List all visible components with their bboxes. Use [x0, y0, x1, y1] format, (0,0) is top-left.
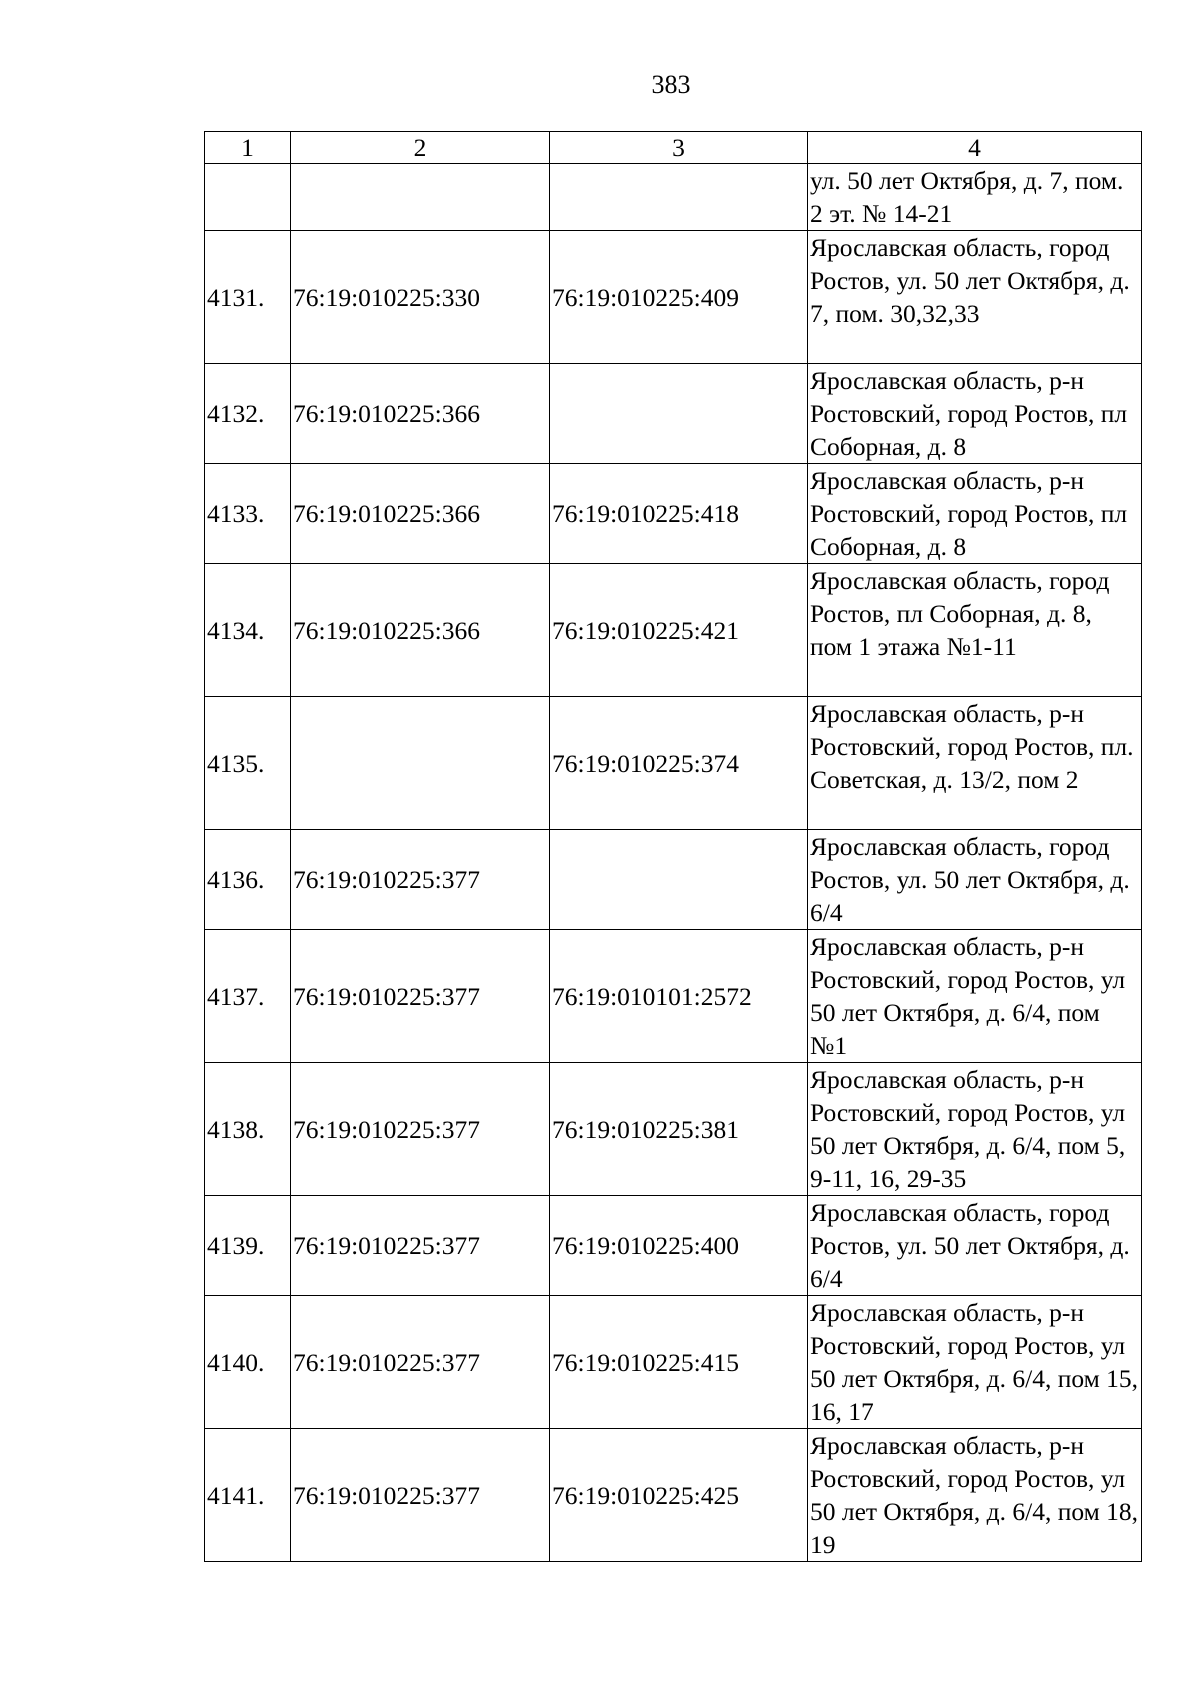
parent-cadastral-number: 76:19:010225:377	[291, 1063, 550, 1196]
column-header-2: 2	[291, 132, 550, 164]
parent-cadastral-number: 76:19:010225:330	[291, 231, 550, 364]
row-number: 4131.	[205, 231, 291, 364]
parent-cadastral-number: 76:19:010225:377	[291, 930, 550, 1063]
row-number: 4138.	[205, 1063, 291, 1196]
parent-cadastral-number: 76:19:010225:377	[291, 830, 550, 930]
parent-cadastral-number	[291, 164, 550, 231]
row-number: 4137.	[205, 930, 291, 1063]
row-number	[205, 164, 291, 231]
address: ул. 50 лет Октября, д. 7, пом. 2 эт. № 14-21	[808, 164, 1142, 231]
parent-cadastral-number: 76:19:010225:366	[291, 564, 550, 697]
object-cadastral-number	[550, 164, 808, 231]
table-row	[205, 830, 1142, 930]
object-cadastral-number: 76:19:010225:415	[550, 1296, 808, 1429]
address: Ярославская область, р-н Ростовский, город Ростов, ул 50 лет Октября, д. 6/4, пом 15, 16, 17	[808, 1296, 1142, 1429]
object-cadastral-number: 76:19:010225:400	[550, 1196, 808, 1296]
row-number: 4136.	[205, 830, 291, 930]
page-number: 383	[651, 70, 691, 99]
object-cadastral-number: 76:19:010225:425	[550, 1429, 808, 1562]
address: Ярославская область, р-н Ростовский, город Ростов, ул 50 лет Октября, д. 6/4, пом №1	[808, 930, 1142, 1063]
column-header-4: 4	[808, 132, 1142, 164]
address: Ярославская область, р-н Ростовский, город Ростов, пл Соборная, д. 8	[808, 364, 1142, 464]
row-number: 4133.	[205, 464, 291, 564]
table-row	[205, 231, 1142, 364]
row-number: 4140.	[205, 1296, 291, 1429]
address: Ярославская область, город Ростов, ул. 50 лет Октября, д. 6/4	[808, 1196, 1142, 1296]
object-cadastral-number	[550, 364, 808, 464]
parent-cadastral-number: 76:19:010225:377	[291, 1196, 550, 1296]
object-cadastral-number: 76:19:010225:418	[550, 464, 808, 564]
object-cadastral-number	[550, 830, 808, 930]
table-row	[205, 564, 1142, 697]
object-cadastral-number: 76:19:010225:381	[550, 1063, 808, 1196]
table-row	[205, 1196, 1142, 1296]
row-number: 4134.	[205, 564, 291, 697]
parent-cadastral-number	[291, 697, 550, 830]
address: Ярославская область, р-н Ростовский, город Ростов, пл. Советская, д. 13/2, пом 2	[808, 697, 1142, 830]
table-row	[205, 1296, 1142, 1429]
column-header-3: 3	[550, 132, 808, 164]
table-row	[205, 1429, 1142, 1562]
parent-cadastral-number: 76:19:010225:377	[291, 1429, 550, 1562]
parent-cadastral-number: 76:19:010225:377	[291, 1296, 550, 1429]
row-number: 4132.	[205, 364, 291, 464]
column-header-1: 1	[205, 132, 291, 164]
table-row	[205, 464, 1142, 564]
parent-cadastral-number: 76:19:010225:366	[291, 464, 550, 564]
object-cadastral-number: 76:19:010225:374	[550, 697, 808, 830]
table-row	[205, 697, 1142, 830]
table-row	[205, 1063, 1142, 1196]
table-row	[205, 164, 1142, 231]
address: Ярославская область, р-н Ростовский, город Ростов, пл Соборная, д. 8	[808, 464, 1142, 564]
row-number: 4135.	[205, 697, 291, 830]
table-row	[205, 930, 1142, 1063]
object-cadastral-number: 76:19:010225:421	[550, 564, 808, 697]
table-header-row	[205, 132, 1142, 164]
parent-cadastral-number: 76:19:010225:366	[291, 364, 550, 464]
table-row	[205, 364, 1142, 464]
address: Ярославская область, город Ростов, ул. 50 лет Октября, д. 6/4	[808, 830, 1142, 930]
row-number: 4139.	[205, 1196, 291, 1296]
registry-table	[204, 131, 1142, 1562]
row-number: 4141.	[205, 1429, 291, 1562]
address: Ярославская область, город Ростов, пл Соборная, д. 8, пом 1 этажа №1-11	[808, 564, 1142, 697]
object-cadastral-number: 76:19:010225:409	[550, 231, 808, 364]
address: Ярославская область, р-н Ростовский, город Ростов, ул 50 лет Октября, д. 6/4, пом 5, 9-11, 16, 29-35	[808, 1063, 1142, 1196]
object-cadastral-number: 76:19:010101:2572	[550, 930, 808, 1063]
address: Ярославская область, город Ростов, ул. 50 лет Октября, д. 7, пом. 30,32,33	[808, 231, 1142, 364]
address: Ярославская область, р-н Ростовский, город Ростов, ул 50 лет Октября, д. 6/4, пом 18, 19	[808, 1429, 1142, 1562]
